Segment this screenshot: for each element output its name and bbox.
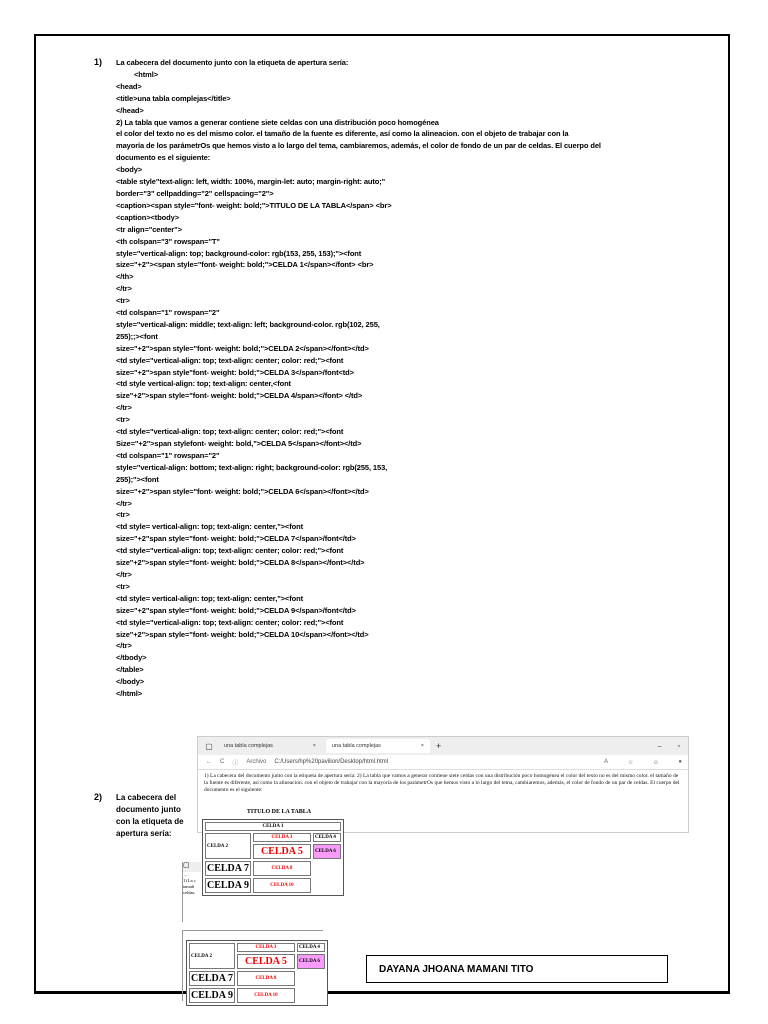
code-line: </body> <box>116 677 145 687</box>
code-line: size="+2">span style"font- weight: bold;">CELDA 3</span>/font<td> <box>116 367 354 377</box>
minimize-icon[interactable]: – <box>657 742 662 750</box>
section-2-text <box>116 792 196 840</box>
address-bar <box>198 755 688 770</box>
code-line: La cabecera del documento junto con la etiqueta de apertura sería: <box>116 58 349 67</box>
back-icon: ← <box>183 871 190 879</box>
cell-3: CELDA 3 <box>237 943 295 952</box>
code-line: <td style="vertical-align: top; text-align: center; color: red;"><font <box>116 355 344 365</box>
code-line: </html> <box>116 689 142 699</box>
code-line: 255);;><font <box>116 331 158 341</box>
restore-icon[interactable]: ▫ <box>677 742 680 750</box>
code-line: 2) La tabla que vamos a generar contiene siete celdas con una distribución poco homogénea <box>116 117 439 127</box>
code-line: 255);"><font <box>116 474 159 484</box>
code-line: Size="+2">span stylefont- weight: bold,">CELDA 5</span></font></td> <box>116 439 362 448</box>
code-line: <body> <box>116 165 143 175</box>
section-1-number: 1) <box>94 57 103 67</box>
cell-7: CELDA 7 <box>207 863 249 874</box>
code-line: el color del texto no es del mismo color. el tamaño de la fuente es diferente, así como la alineacion. con el objeto de trabajar con la <box>116 129 569 139</box>
code-line: style="vertical-align: bottom; text-align: right; background-color: rgb(255, 153, <box>116 462 388 472</box>
cell-1: CELDA 1 <box>205 822 341 831</box>
address-label: Archivo <box>246 759 267 765</box>
section-2-line: La cabecera del <box>116 793 177 802</box>
code-line: size="+2">span style="font- weight: bold;">CELDA 6</span></font></td> <box>116 486 369 496</box>
code-line: <td style="vertical-align: top; text-align: center; color: red;"><font <box>116 617 344 627</box>
tab-1-title: una tabla complejas <box>224 743 273 749</box>
cell-5: CELDA 5 <box>253 844 311 859</box>
author-name: DAYANA JHOANA MAMANI TITO <box>379 963 534 975</box>
window-icon: ▢ <box>183 862 201 872</box>
cell-8: CELDA 8 <box>237 971 295 986</box>
code-line: <caption><span style="font- weight: bold;">TITULO DE LA TABLA</span> <br> <box>116 200 392 210</box>
close-icon[interactable]: × <box>312 743 316 749</box>
code-line: </tbody> <box>116 653 147 663</box>
section-2-line: apertura sería: <box>116 829 172 838</box>
code-line: size="+2"span style="font- weight: bold;">CELDA 9</span>/font</td> <box>116 605 356 615</box>
browser-page-text: 1) La cabecera del documento junto con la etiqueta de apertura sería: 2) La tabla que vamos a generar contiene siete celdas con una distribución poco homogénea el color del texto no es del mismo color. el tamaño de la fuente es diferente, así como la alineacion. con el objeto de trabajar con la mayoría de los parámetrOs que hemos visto a lo largo del tema, cambiaremos, además, el color de fondo de un par de celdas. El cuerpo del documento es el siguiente: <box>204 773 680 793</box>
code-line: <html> <box>134 69 158 79</box>
code-line: size"+2">span style="font- weight: bold;">CELDA 10</span></font></td> <box>116 629 369 639</box>
cell-2: CELDA 2 <box>189 943 235 969</box>
back-icon[interactable]: ← <box>206 759 212 765</box>
code-line: <caption><tbody> <box>116 212 179 222</box>
cell-4: CELDA 4 <box>297 943 325 952</box>
info-icon[interactable]: ⓘ <box>232 760 239 767</box>
code-line: <tr> <box>116 296 130 306</box>
cell-6: CELDA 6 <box>297 954 325 969</box>
cell-9: CELDA 9 <box>191 990 233 1001</box>
code-line: <table style"text-align: left, width: 100%, margin-let: auto; margin-right: auto;" <box>116 177 386 187</box>
browser-tab-1[interactable] <box>218 739 322 753</box>
cell-5: CELDA 5 <box>237 954 295 969</box>
code-line: </th> <box>116 272 134 282</box>
code-line: size="+2"><span style="font- weight: bold;">CELDA 1</span></font> <br> <box>116 260 374 270</box>
code-line: <td style vertical-align: top; text-align: center,<font <box>116 379 291 389</box>
code-line: size"+2">span style="font- weight: bold;">CELDA 4/span></font> </td> <box>116 391 363 401</box>
code-line: mayoría de los parámetrOs que hemos visto a lo largo del tema, cambiaremos, además, el color de fondo de un par de celdas. El cuerpo del <box>116 141 601 151</box>
cell-9: CELDA 9 <box>207 880 249 891</box>
favorites-icon[interactable]: ✩ <box>653 759 659 766</box>
browser-tab-2[interactable] <box>326 739 430 753</box>
cell-2: CELDA 2 <box>205 833 251 859</box>
code-line: <td style="vertical-align: top; text-align: center; color: red;"><font <box>116 546 344 556</box>
code-line: </tr> <box>116 284 132 294</box>
code-line: <td colspan="1" rowspan="2" <box>116 308 220 318</box>
cell-3: CELDA 3 <box>253 833 311 842</box>
code-line: style="vertical-align: middle; text-align: left; background-color. rgb(102, 255, <box>116 319 380 329</box>
code-line: <td colspan="1" rowspan="2" <box>116 450 220 460</box>
code-line: <td style="vertical-align: top; text-align: center; color: red;"><font <box>116 427 344 437</box>
fragment-line: 1) La c <box>183 878 196 883</box>
code-line: <td style= vertical-align: top; text-align: center,"><font <box>116 593 303 603</box>
code-line: <tr> <box>116 510 130 520</box>
favorite-icon[interactable]: ☆ <box>627 759 634 766</box>
url-field[interactable]: C:/Users/hp%20pavilion/Desktop/html.html <box>274 759 389 765</box>
code-line: <td style= vertical-align: top; text-align: center,"><font <box>116 522 303 532</box>
author-name-box <box>366 955 668 983</box>
code-line: </tr> <box>116 569 132 579</box>
cell-4: CELDA 4 <box>313 833 341 842</box>
browser-tab-bar <box>198 737 688 755</box>
window-icon[interactable]: ▢ <box>205 741 213 751</box>
code-line: documento es el siguiente: <box>116 153 211 163</box>
code-line: </head> <box>116 105 144 115</box>
fragment-line: celdas. <box>183 890 196 895</box>
code-line: <tr align="center"> <box>116 224 182 234</box>
code-line: border="3" cellpadding="2" cellspacing="2"> <box>116 188 274 198</box>
read-aloud-icon[interactable]: A <box>603 758 608 765</box>
code-line: size"+2">span style="font- weight: bold;">CELDA 8</span></font></td> <box>116 558 365 568</box>
code-line: <tr> <box>116 581 130 591</box>
code-line: <tr> <box>116 415 130 425</box>
section-2-line: con la etiqueta de <box>116 817 184 826</box>
cell-10: CELDA 10 <box>253 878 311 893</box>
refresh-icon[interactable]: C <box>220 759 225 765</box>
new-tab-button[interactable]: + <box>436 741 442 751</box>
section-2-number: 2) <box>94 792 103 802</box>
fragment-line: tamañ <box>183 884 194 889</box>
code-line: <title>una tabla complejas</title> <box>116 93 231 103</box>
section-1-code <box>116 57 696 700</box>
cell-8: CELDA 8 <box>253 861 311 876</box>
code-line: size="+2"span style="font- weight: bold;">CELDA 7</span>/font</td> <box>116 534 356 544</box>
close-icon[interactable]: × <box>420 743 424 749</box>
rendered-table <box>202 819 344 896</box>
code-line: style="vertical-align: top; background-color: rgb(153, 255, 153);"><font <box>116 248 362 258</box>
tab-2-title: una tabla complejas <box>332 743 381 749</box>
code-line: </tr> <box>116 498 132 508</box>
cell-6: CELDA 6 <box>313 844 341 859</box>
cell-7: CELDA 7 <box>191 973 233 984</box>
code-line: </tr> <box>116 403 132 413</box>
code-line: </tr> <box>116 641 132 651</box>
code-line: </table> <box>116 665 144 675</box>
section-2-line: documento junto <box>116 805 181 814</box>
profile-icon[interactable]: ● <box>678 758 682 765</box>
screenshot-fragment-1 <box>182 862 201 922</box>
rendered-table-crop <box>186 940 328 1006</box>
table-caption: TITULO DE LA TABLA <box>246 809 312 815</box>
cell-10: CELDA 10 <box>237 988 295 1003</box>
code-line: <th colspan="3" rowspan="T" <box>116 236 220 246</box>
code-line: <head> <box>116 81 142 91</box>
code-line: size="+2">span style="font- weight: bold;">CELDA 2</span></font></td> <box>116 343 369 353</box>
